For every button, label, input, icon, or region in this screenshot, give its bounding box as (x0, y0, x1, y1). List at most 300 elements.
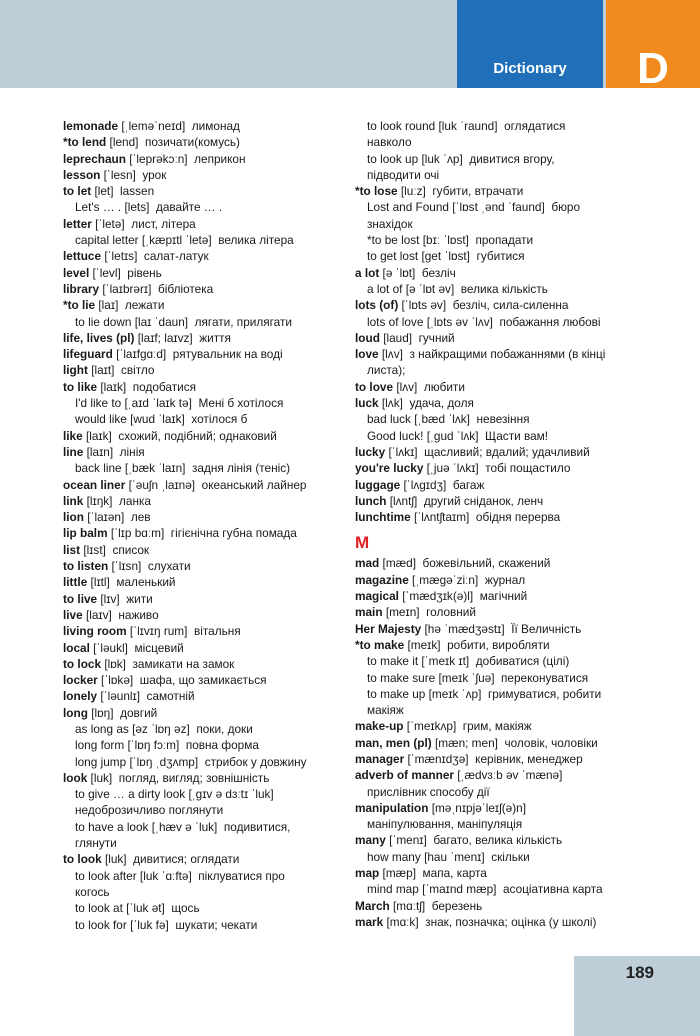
entry-transcription: [ˈletə] (95, 216, 125, 231)
entry-translation: журнал (484, 572, 526, 587)
entry-transcription: [laɪ] (98, 298, 119, 313)
dictionary-entry (63, 167, 343, 183)
entry-headword: like (63, 428, 83, 443)
entry-transcription: [ˈluk fə] (130, 917, 169, 932)
dictionary-entry (355, 637, 645, 653)
entry-headword: little (63, 575, 88, 590)
entry-headword: Let's … . (75, 200, 122, 215)
entry-transcription: [lʌk] (381, 396, 403, 411)
entry-transcription: [ˈlɒst ˌənd ˈfaund] (452, 200, 545, 215)
entry-translation: піклуватися про (198, 868, 285, 883)
entry-translation: вітальня (193, 624, 241, 639)
entry-headword: luggage (355, 477, 401, 492)
entry-headword: to have a look (75, 819, 149, 834)
entry-headword: Lost and Found (367, 200, 449, 215)
dictionary-entry (355, 816, 645, 832)
dictionary-entry (355, 865, 645, 881)
entry-transcription: [lɒŋ] (91, 705, 114, 720)
dictionary-entry (63, 411, 343, 427)
entry-transcription: [ˈmenɪ] (389, 833, 427, 848)
entry-transcription: [ˌlɒts əv ˈlʌv] (426, 314, 493, 329)
entry-transcription: [meɪk] (407, 637, 441, 652)
entry-headword: a lot (355, 265, 380, 280)
entry-transcription: [luk ˈʌp] (421, 151, 463, 166)
dictionary-entry (355, 216, 645, 232)
dictionary-entry (355, 621, 645, 637)
entry-transcription: [mæn; men] (434, 735, 498, 750)
entry-transcription: [ˌbæk ˈlaɪn] (124, 461, 186, 476)
entry-headword: lots of love (367, 314, 424, 329)
dictionary-entry (63, 786, 343, 802)
dictionary-entry (63, 819, 343, 835)
entry-translation: список (112, 542, 150, 557)
entry-translation: погляд, вигляд; зовнішність (118, 770, 270, 785)
entry-translation: жити (126, 591, 153, 606)
dictionary-entry (63, 346, 343, 362)
dictionary-entry (63, 591, 343, 607)
entry-translation: схожий, подібний; однаковий (118, 428, 277, 443)
entry-transcription: [meɪk ˈʌp] (428, 686, 482, 701)
dictionary-entry (63, 802, 343, 818)
dictionary-entry (355, 572, 645, 588)
entry-translation: листа); (367, 363, 406, 378)
entry-transcription: [lʌv] (396, 379, 418, 394)
entry-translation: велика кількість (460, 281, 548, 296)
entry-transcription: [laud] (383, 330, 413, 345)
entry-headword: would like (75, 412, 127, 427)
entry-headword: to listen (63, 559, 109, 574)
entry-headword: *to be lost (367, 233, 420, 248)
dictionary-entry (355, 555, 645, 571)
entry-transcription: [luk] (104, 852, 127, 867)
entry-transcription: [laɪn] (86, 444, 114, 459)
entry-headword: to make sure (367, 670, 436, 685)
dictionary-entry (355, 314, 645, 330)
entry-headword: a lot of (367, 281, 403, 296)
entry-translation: пропадати (475, 233, 534, 248)
entry-headword: to let (63, 184, 92, 199)
entry-headword: Her Majesty (355, 621, 422, 636)
entry-translation: лежати (124, 298, 165, 313)
entry-transcription: [luk ˈraund] (438, 119, 498, 133)
entry-translation: гримуватися, робити (487, 686, 602, 701)
entry-translation: губитися (476, 249, 525, 264)
entry-transcription: [luːz] (400, 184, 426, 199)
entry-headword: lemonade (63, 119, 119, 133)
entry-translation: щасливий; вдалий; удачливий (424, 444, 590, 459)
entry-translation: удача, доля (409, 396, 474, 411)
dictionary-entry (355, 702, 645, 718)
entry-translation: безліч, сила-силенна (452, 298, 569, 313)
entry-headword: link (63, 493, 84, 508)
dictionary-entry (355, 784, 645, 800)
dictionary-entry (63, 297, 343, 313)
entry-translation: довгий (120, 705, 158, 720)
dictionary-entry (355, 232, 645, 248)
entry-transcription: [ˈlɪvɪŋ rum] (129, 624, 188, 639)
entry-headword: level (63, 265, 90, 280)
entry-transcription: [meɪn] (385, 605, 420, 620)
dictionary-entry (63, 362, 343, 378)
dictionary-entry (355, 800, 645, 816)
entry-headword: many (355, 833, 386, 848)
dictionary-entry (355, 653, 645, 669)
entry-transcription: [ˈluk ət] (126, 901, 165, 916)
dictionary-entry (63, 428, 343, 444)
entry-headword: list (63, 542, 81, 557)
dictionary-entry (63, 265, 343, 281)
entry-transcription: [ˈlʌkɪ] (388, 444, 418, 459)
entry-transcription: [let] (94, 184, 114, 199)
entry-headword: *to lie (63, 298, 96, 313)
entry-translation: поки, доки (196, 721, 253, 736)
dictionary-entry (355, 395, 645, 411)
dictionary-entry (355, 670, 645, 686)
dictionary-entry (63, 314, 343, 330)
dictionary-entry (63, 444, 343, 460)
dictionary-entry (63, 330, 343, 346)
entry-headword: to look for (75, 917, 127, 932)
entry-headword: lesson (63, 167, 101, 182)
entry-translation: добиватися (цілі) (475, 654, 570, 669)
entry-translation: леприкон (194, 151, 246, 166)
dictionary-entry (63, 248, 343, 264)
entry-transcription: [lɪtl] (90, 575, 110, 590)
entry-translation: лимонад (191, 119, 240, 133)
entry-translation: маленький (116, 575, 176, 590)
entry-transcription: [lɪŋk] (86, 493, 113, 508)
entry-headword: line (63, 444, 84, 459)
entry-transcription: [mæp] (382, 866, 416, 881)
dictionary-entry (63, 183, 343, 199)
dictionary-entry (355, 362, 645, 378)
entry-translation: робити, виробляти (447, 637, 550, 652)
dictionary-entry (355, 493, 645, 509)
entry-translation: лев (130, 510, 151, 525)
dictionary-entry (63, 134, 343, 150)
dictionary-entry (355, 604, 645, 620)
dictionary-entry (355, 167, 645, 183)
entry-transcription: [mæd] (382, 556, 416, 571)
entry-translation: давайте … . (155, 200, 223, 215)
dictionary-entry (63, 754, 343, 770)
entry-translation: подобатися (132, 379, 196, 394)
entry-transcription: [laɪt] (91, 363, 115, 378)
entry-translation: оглядатися (504, 119, 566, 133)
dictionary-entry (355, 281, 645, 297)
entry-headword: main (355, 605, 383, 620)
entry-translation: обідня перерва (475, 510, 561, 525)
right-column (355, 118, 645, 930)
dictionary-entry (355, 134, 645, 150)
entry-transcription: [hə ˈmædʒəstɪ] (424, 621, 505, 636)
entry-transcription: [ˌbæd ˈlʌk] (414, 412, 470, 427)
entry-transcription: [ˈəuʃn ˌlaɪnə] (128, 477, 196, 492)
dictionary-entry (355, 330, 645, 346)
entry-transcription: [ˈmeɪk ɪt] (421, 654, 470, 669)
entry-headword: magazine (355, 572, 409, 587)
entry-translation: побажання любові (499, 314, 601, 329)
entry-transcription: [ˈlɒkə] (101, 673, 134, 688)
entry-transcription: [lets] (124, 200, 150, 215)
dictionary-entry (63, 574, 343, 590)
entry-transcription: [lʌv] (381, 347, 403, 362)
entry-headword: mad (355, 556, 380, 571)
entry-translation: самотній (146, 689, 195, 704)
entry-translation: наживо (118, 607, 159, 622)
dictionary-entry (355, 346, 645, 362)
entry-translation: місцевий (134, 640, 184, 655)
entry-translation: керівник, менеджер (475, 751, 583, 766)
entry-transcription: [ˈlɒŋ fɔːm] (127, 738, 180, 753)
entry-translation: Щасти вам! (485, 428, 549, 443)
entry-transcription: [ˈmeɪkʌp] (406, 719, 457, 734)
entry-transcription: [ˌleməˈneɪd] (121, 119, 186, 133)
entry-translation: гучний (418, 330, 455, 345)
entry-transcription: [luk ˈɑːftə] (139, 868, 192, 883)
dictionary-entry (355, 460, 645, 476)
entry-headword: library (63, 281, 100, 296)
entry-headword: manager (355, 751, 405, 766)
entry-transcription: [ˌkæpɪtl ˈletə] (141, 233, 212, 248)
entry-translation: безліч (421, 265, 456, 280)
entry-headword: to look at (75, 901, 123, 916)
entry-transcription: [laɪ ˈdaun] (134, 314, 189, 329)
dictionary-entry (355, 477, 645, 493)
dictionary-entry (355, 509, 645, 525)
entry-headword: love (355, 347, 379, 362)
entry-headword: bad luck (367, 412, 411, 427)
right-column-m-entries (355, 555, 645, 930)
entry-translation: асоціативна карта (503, 882, 603, 897)
dictionary-entry (63, 395, 343, 411)
entry-headword: mind map (367, 882, 419, 897)
dictionary-entry (63, 835, 343, 851)
entry-headword: as long as (75, 721, 129, 736)
entry-transcription: [ɡet ˈlɒst] (421, 249, 470, 264)
dictionary-entry (63, 656, 343, 672)
entry-headword: Good luck! (367, 428, 424, 443)
entry-transcription: [ˈleprəkɔːn] (129, 151, 188, 166)
entry-translation: щось (171, 901, 200, 916)
entry-headword: to lie down (75, 314, 132, 329)
entry-translation: грим, макіяж (462, 719, 532, 734)
entry-translation: багато, велика кількість (433, 833, 563, 848)
entry-headword: to look up (367, 151, 419, 166)
entry-headword: back line (75, 461, 122, 476)
dictionary-entry (355, 898, 645, 914)
dictionary-entry (355, 588, 645, 604)
entry-transcription: [laɪk] (100, 379, 127, 394)
header-title: Dictionary (493, 60, 567, 77)
right-column-l-entries (355, 118, 645, 525)
entry-translation: гігієнічна губна помада (170, 526, 297, 541)
entry-translation: бібліотека (157, 281, 214, 296)
entry-headword: capital letter (75, 233, 139, 248)
entry-translation: океанський лайнер (201, 477, 307, 492)
entry-translation: лист, літера (131, 216, 196, 231)
entry-headword: to give … a dirty look (75, 787, 186, 802)
dictionary-entry (63, 868, 343, 884)
entry-transcription: [ˈlʌntʃtaɪm] (414, 510, 470, 525)
entry-headword: loud (355, 330, 380, 345)
dictionary-entry (355, 248, 645, 264)
entry-translation: слухати (147, 559, 191, 574)
entry-headword: to lock (63, 656, 102, 671)
entry-translation: урок (142, 167, 167, 182)
dictionary-entry (355, 265, 645, 281)
entry-headword: lots (of) (355, 298, 399, 313)
entry-transcription: [mɑːk] (386, 914, 419, 929)
entry-headword: how many (367, 849, 421, 864)
dictionary-entry (355, 832, 645, 848)
entry-headword: light (63, 363, 88, 378)
entry-translation: глянути (75, 836, 117, 851)
entry-headword: to look round (367, 119, 436, 133)
entry-transcription: [ˈlaɪfɡɑːd] (116, 347, 167, 362)
entry-transcription: [ˌaɪd ˈlaɪk tə] (124, 396, 192, 411)
entry-headword: living room (63, 624, 127, 639)
entry-translation: чоловік, чоловіки (504, 735, 598, 750)
entry-headword: long (63, 705, 88, 720)
entry-transcription: [ˈlaɪən] (87, 510, 125, 525)
entry-transcription: [ˈmædʒɪk(ə)l] (402, 589, 474, 604)
entry-transcription: [lʌntʃ] (389, 493, 418, 508)
entry-translation: ланка (119, 493, 151, 508)
entry-headword: mark (355, 914, 384, 929)
entry-headword: to live (63, 591, 98, 606)
entry-transcription: [bɪː ˈlɒst] (422, 233, 469, 248)
entry-headword: lucky (355, 444, 386, 459)
entry-headword: March (355, 898, 390, 913)
entry-headword: I'd like to (75, 396, 122, 411)
dictionary-entry (63, 640, 343, 656)
entry-transcription: [ˈləukl] (93, 640, 128, 655)
dictionary-entry (63, 851, 343, 867)
entry-transcription: [ˈlɪsn] (111, 559, 142, 574)
entry-translation: хотілося б (191, 412, 248, 427)
dictionary-entry (63, 770, 343, 786)
entry-headword: *to lend (63, 135, 107, 150)
dictionary-entry (355, 914, 645, 930)
entry-headword: make-up (355, 719, 404, 734)
entry-headword: long jump (75, 754, 127, 769)
entry-headword: life, lives (pl) (63, 330, 135, 345)
entry-headword: lion (63, 510, 84, 525)
entry-translation: тобі пощастило (485, 461, 571, 476)
entry-transcription: [ˈmaɪnd mæp] (422, 882, 497, 897)
entry-headword: to get lost (367, 249, 419, 264)
entry-headword: ocean liner (63, 477, 126, 492)
dictionary-entry (355, 686, 645, 702)
entry-transcription: [ˈlɒŋ ˌdʒʌmp] (129, 754, 199, 769)
entry-headword: luck (355, 396, 379, 411)
entry-translation: стрибок у довжину (204, 754, 307, 769)
entry-headword: to look after (75, 868, 137, 883)
entry-transcription: [laɪf; laɪvz] (137, 330, 193, 345)
entry-translation: любити (423, 379, 465, 394)
entry-headword: live (63, 607, 83, 622)
entry-headword: map (355, 866, 380, 881)
entry-translation: недоброзичливо поглянути (75, 803, 224, 818)
dictionary-entry (355, 183, 645, 199)
entry-transcription: [ˌmæɡəˈziːn] (412, 572, 479, 587)
entry-headword: man, men (pl) (355, 735, 432, 750)
entry-translation: знак, позначка; оцінка (у школі) (425, 914, 597, 929)
dictionary-entry (63, 477, 343, 493)
dictionary-entry (355, 767, 645, 783)
dictionary-entry (63, 607, 343, 623)
entry-headword: to look (63, 852, 102, 867)
entry-translation: навколо (367, 135, 412, 150)
entry-transcription: [lɒk] (104, 656, 126, 671)
dictionary-entry (63, 542, 343, 558)
entry-translation: замикати на замок (132, 656, 235, 671)
entry-transcription: [ˈlɒts əv] (401, 298, 447, 313)
dictionary-entry (355, 379, 645, 395)
entry-transcription: [ˌjuə ˈlʌkɪ] (426, 461, 479, 476)
entry-transcription: [mɑːtʃ] (393, 898, 426, 913)
entry-transcription: [lɪst] (83, 542, 106, 557)
entry-headword: manipulation (355, 800, 429, 815)
entry-headword: locker (63, 673, 98, 688)
dictionary-entry (63, 705, 343, 721)
entry-translation: макіяж (367, 703, 404, 718)
entry-headword: letter (63, 216, 92, 231)
entry-translation: магічний (479, 589, 528, 604)
entry-translation: подивитися, (223, 819, 291, 834)
entry-headword: lip balm (63, 526, 108, 541)
dictionary-entry (355, 411, 645, 427)
dictionary-entry (63, 216, 343, 232)
entry-headword: to like (63, 379, 98, 394)
entry-headword: local (63, 640, 90, 655)
dictionary-entry (63, 737, 343, 753)
dictionary-entry (63, 509, 343, 525)
dictionary-entry (355, 118, 645, 134)
entry-headword: leprechaun (63, 151, 126, 166)
dictionary-entry (63, 884, 343, 900)
entry-transcription: [ˌɡɪv ə dɜːtɪ ˈluk] (188, 787, 274, 802)
dictionary-entry (63, 721, 343, 737)
header-letter: D (637, 44, 669, 93)
entry-headword: to make up (367, 686, 426, 701)
dictionary-entry (63, 558, 343, 574)
dictionary-entry (63, 525, 343, 541)
entry-translation: дивитися вгору, (469, 151, 555, 166)
dictionary-entry (63, 900, 343, 916)
entry-translation: знахідок (367, 216, 413, 231)
dictionary-entry (355, 444, 645, 460)
dictionary-entry (63, 118, 343, 134)
entry-transcription: [meɪk ˈʃuə] (438, 670, 495, 685)
left-column (63, 118, 343, 933)
entry-transcription: [ə ˈlɒt] (382, 265, 416, 280)
dictionary-entry (355, 881, 645, 897)
entry-headword: to love (355, 379, 394, 394)
entry-transcription: [ˈlɪp bɑːm] (110, 526, 165, 541)
entry-transcription: [lɪv] (100, 591, 120, 606)
entry-translation: дивитися; оглядати (133, 852, 240, 867)
dictionary-entry (63, 460, 343, 476)
entry-transcription: [ˈlevl] (92, 265, 121, 280)
dictionary-entry (63, 379, 343, 395)
entry-transcription: [hau ˈmenɪ] (424, 849, 485, 864)
entry-translation: лягати, прилягати (194, 314, 292, 329)
entry-transcription: [ə ˈlɒt əv] (405, 281, 455, 296)
dictionary-entry (355, 151, 645, 167)
dictionary-entry (355, 735, 645, 751)
